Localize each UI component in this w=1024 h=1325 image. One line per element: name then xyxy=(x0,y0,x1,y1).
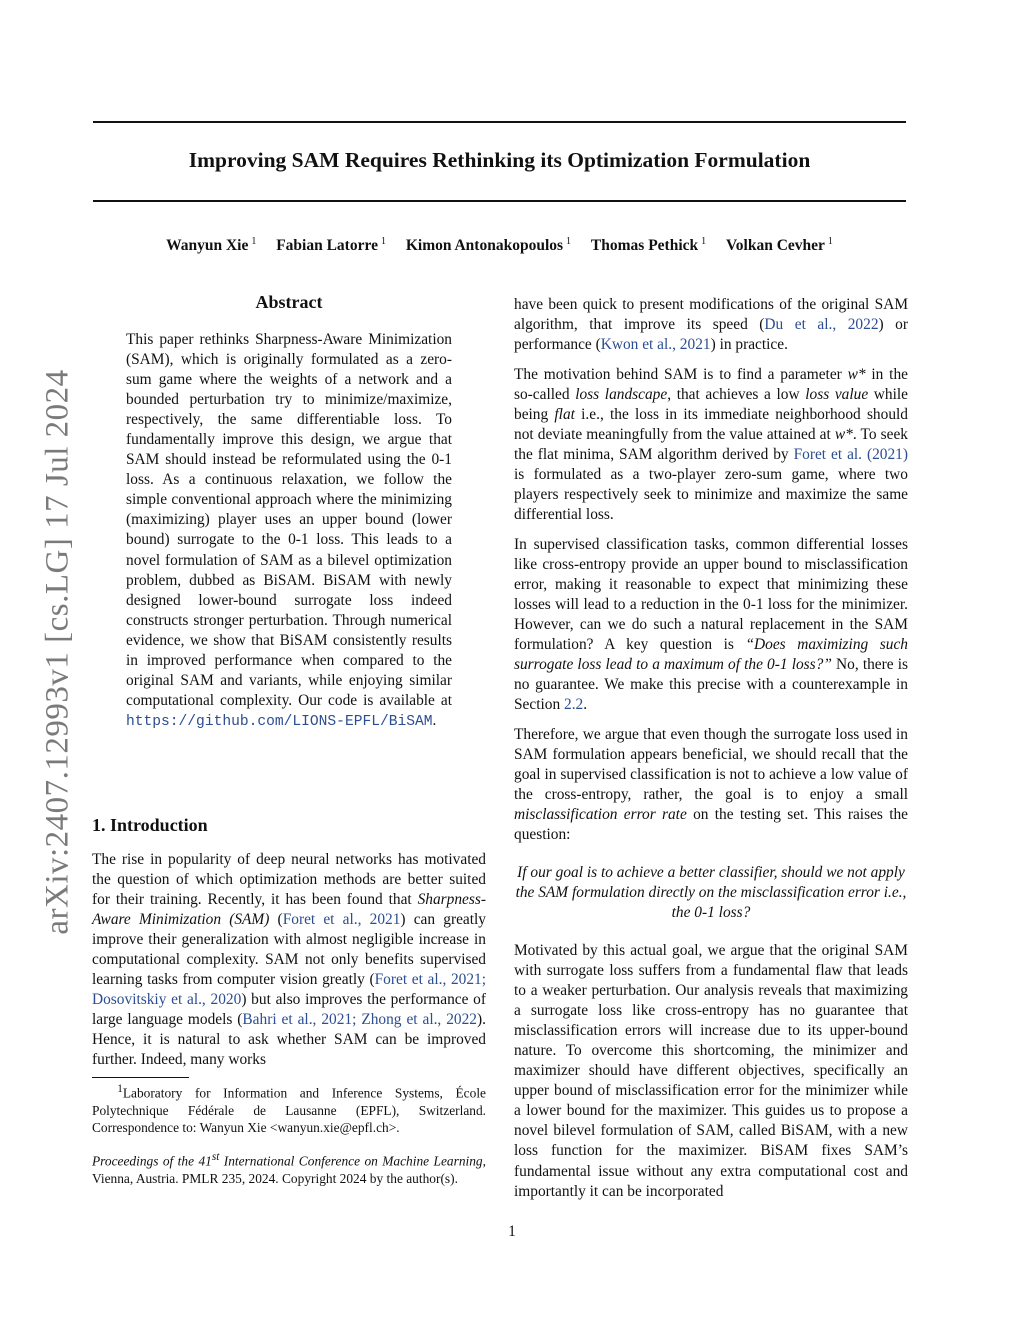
emphasis: loss value xyxy=(805,386,869,404)
text-run: In supervised classification tasks, common differential losses like cross-entropy provide an upper bound to misclassification error, making it reasonable to expect that minimizing these losses will lead to a reduction in the 0-1 loss for the minimizer. However, can we do such a natural replacement in the SAM formulation? A key question is xyxy=(514,536,908,654)
emphasis: Proceedings of the 41 xyxy=(92,1153,212,1169)
text-run: . xyxy=(583,696,588,714)
footnote-proceedings xyxy=(92,1149,486,1187)
author xyxy=(276,237,386,254)
citation-link[interactable]: Kwon et al., 2021 xyxy=(600,336,711,354)
section-heading-introduction: 1. Introduction xyxy=(92,815,208,835)
emphasis: International Conference on Machine Learning xyxy=(219,1153,483,1169)
footnote-rule xyxy=(92,1077,189,1078)
author-affil: 1 xyxy=(566,236,572,247)
author-affil: 1 xyxy=(701,236,707,247)
text-run: , Vienna, Austria. PMLR 235, 2024. Copyright 2024 by the author(s). xyxy=(92,1153,486,1186)
text-run: ) in practice. xyxy=(710,336,788,354)
author xyxy=(591,237,706,254)
right-paragraph-5: Motivated by this actual goal, we argue that the original SAM with surrogate loss suffers from a fundamental flaw that leads to a weaker perturbation. Our analysis reveals that maximizing a surrogate loss like cross-entropy has no guarantee that misclassification errors will increase due to its upper-bound nature. To overcome this shortcoming, the minimizer and maximizer should have different objectives, specifically an upper bound of misclassification error for the minimizer while a lower bound for the maximizer. This guides us to propose a novel bilevel formulation of SAM, called BiSAM, with a new loss function for the maximizer. BiSAM fixes SAM’s fundamental issue without any extra computational cost and importantly it can be incorporated xyxy=(514,942,908,1200)
citation-link[interactable]: Foret et al., 2021 xyxy=(282,911,401,929)
title-rule-bottom xyxy=(93,200,906,202)
right-paragraph-3 xyxy=(514,535,908,715)
text-run: in the so-called xyxy=(514,366,908,404)
emphasis: “Does maximizing such surrogate loss lead to a maximum of the 0-1 loss?” xyxy=(514,636,908,674)
page-number: 1 xyxy=(508,1223,516,1240)
code-link[interactable]: https://github.com/LIONS-EPFL/BiSAM xyxy=(126,713,433,730)
text-run: i.e., the loss in its immediate neighborhood should not deviate meaningfully from the value attained at xyxy=(514,406,908,444)
right-paragraph-2 xyxy=(514,365,908,525)
text-run: ( xyxy=(269,911,283,929)
right-paragraph-4 xyxy=(514,725,908,845)
abstract-heading: Abstract xyxy=(255,292,323,312)
math-symbol: w* xyxy=(847,366,866,383)
author-affil: 1 xyxy=(827,236,833,247)
text-run: ) can greatly improve their generalization with almost negligible increase in computational complexity. SAM not only benefits supervised learning tasks from computer vision greatly ( xyxy=(92,911,486,989)
citation-link[interactable]: Du et al., 2022 xyxy=(764,316,879,334)
text-run: The rise in popularity of deep neural networks has motivated the question of which optimization methods are better suited for their training. Recently, it has been found that xyxy=(92,851,486,909)
footnote-affiliation-text: Laboratory for Information and Inference Systems, École Polytechnique Fédérale de Lausanne (EPFL), Switzerland. Correspondence to: Wanyun Xie <wanyun.xie@epfl.ch>. xyxy=(92,1085,486,1136)
author-list xyxy=(93,236,906,255)
text-run: have been quick to present modifications of the original SAM algorithm, that improve its speed ( xyxy=(514,296,908,334)
emphasis: misclassification error rate xyxy=(514,806,687,824)
author xyxy=(406,237,571,254)
text-run: , that achieves a low xyxy=(667,386,806,404)
emphasis: st xyxy=(211,1151,220,1163)
author-affil: 1 xyxy=(380,236,386,247)
author-name: Wanyun Xie xyxy=(166,237,249,255)
author-name: Volkan Cevher xyxy=(726,237,825,255)
text-run: on the testing set. This raises the question: xyxy=(514,806,908,844)
author xyxy=(166,237,256,254)
paper-title: Improving SAM Requires Rethinking its Optimization Formulation xyxy=(188,148,811,172)
footnote-mark: 1 xyxy=(117,1083,123,1095)
section-ref-link[interactable]: 2.2 xyxy=(564,696,584,714)
emphasis: Sharpness-Aware Minimization (SAM) xyxy=(92,891,486,929)
text-run: The motivation behind SAM is to find a parameter xyxy=(514,366,848,383)
text-run: ) but also improves the performance of large language models ( xyxy=(92,991,486,1029)
abstract-end: . xyxy=(432,711,437,729)
title-rule-top xyxy=(93,121,906,123)
citation-link[interactable]: Foret et al., 2021; Dosovitskiy et al., 2020 xyxy=(92,971,486,1009)
author-name: Kimon Antonakopoulos xyxy=(405,237,564,255)
abstract-body: This paper rethinks Sharpness-Aware Minimization (SAM), which is originally formulated as a zero-sum game where the weights of a network and a bounded perturbation try to minimize/maximize, respectively, the same differentiable loss. To fundamentally improve this design, we argue that SAM should instead be reformulated using the 0-1 loss. As a continuous relaxation, we follow the simple conventional approach where the minimizing (maximizing) player uses an upper bound (lower bound) surrogate to the 0-1 loss. This leads to a novel formulation of SAM as a bilevel optimization problem, dubbed as BiSAM. BiSAM with newly designed lower-bound surrogate loss indeed constructs stronger perturbation. Through numerical evidence, we show that BiSAM consistently results in improved performance when compared to the original SAM and variants, while enjoying similar computational complexity. Our code is available at xyxy=(126,331,452,709)
arxiv-stamp-text: arXiv:2407.12993v1 [cs.LG] 17 Jul 2024 xyxy=(39,369,76,935)
emphasis: flat xyxy=(554,406,575,424)
text-run: while being xyxy=(514,386,908,424)
citation-link[interactable]: Bahri et al., 2021; Zhong et al., 2022 xyxy=(242,1011,478,1029)
text-run: is formulated as a two-player zero-sum game, where two players respectively seek to minimize and maximize the same differential loss. xyxy=(514,466,908,524)
intro-paragraph xyxy=(92,850,486,1071)
text-run: ) or performance ( xyxy=(514,316,908,354)
footnote-affiliation xyxy=(92,1081,486,1137)
author-name: Fabian Latorre xyxy=(276,237,378,255)
text-run: ). Hence, it is natural to ask whether SAM can be improved further. Indeed, many works xyxy=(92,1011,486,1069)
emphasis: loss landscape xyxy=(575,386,668,404)
author-affil: 1 xyxy=(251,236,257,247)
author-name: Thomas Pethick xyxy=(590,237,699,255)
math-symbol: w* xyxy=(834,426,853,444)
abstract-text xyxy=(126,330,452,732)
research-question: If our goal is to achieve a better classifier, should we not apply the SAM formulation directly on the misclassification error i.e., the 0-1 loss? xyxy=(515,864,907,922)
right-paragraph-1 xyxy=(514,295,908,355)
text-run: No, there is no guarantee. We make this precise with a counterexample in Section xyxy=(514,656,908,714)
citation-link[interactable]: Foret et al. (2021) xyxy=(793,446,909,464)
author xyxy=(726,237,833,254)
text-run: Therefore, we argue that even though the surrogate loss used in SAM formulation appears beneficial, we should recall that the goal in supervised classification is not to achieve a low value of the cross-entropy, rather, the goal is to enjoy a small xyxy=(514,726,908,804)
text-run: . To seek the flat minima, SAM algorithm derived by xyxy=(514,426,908,464)
